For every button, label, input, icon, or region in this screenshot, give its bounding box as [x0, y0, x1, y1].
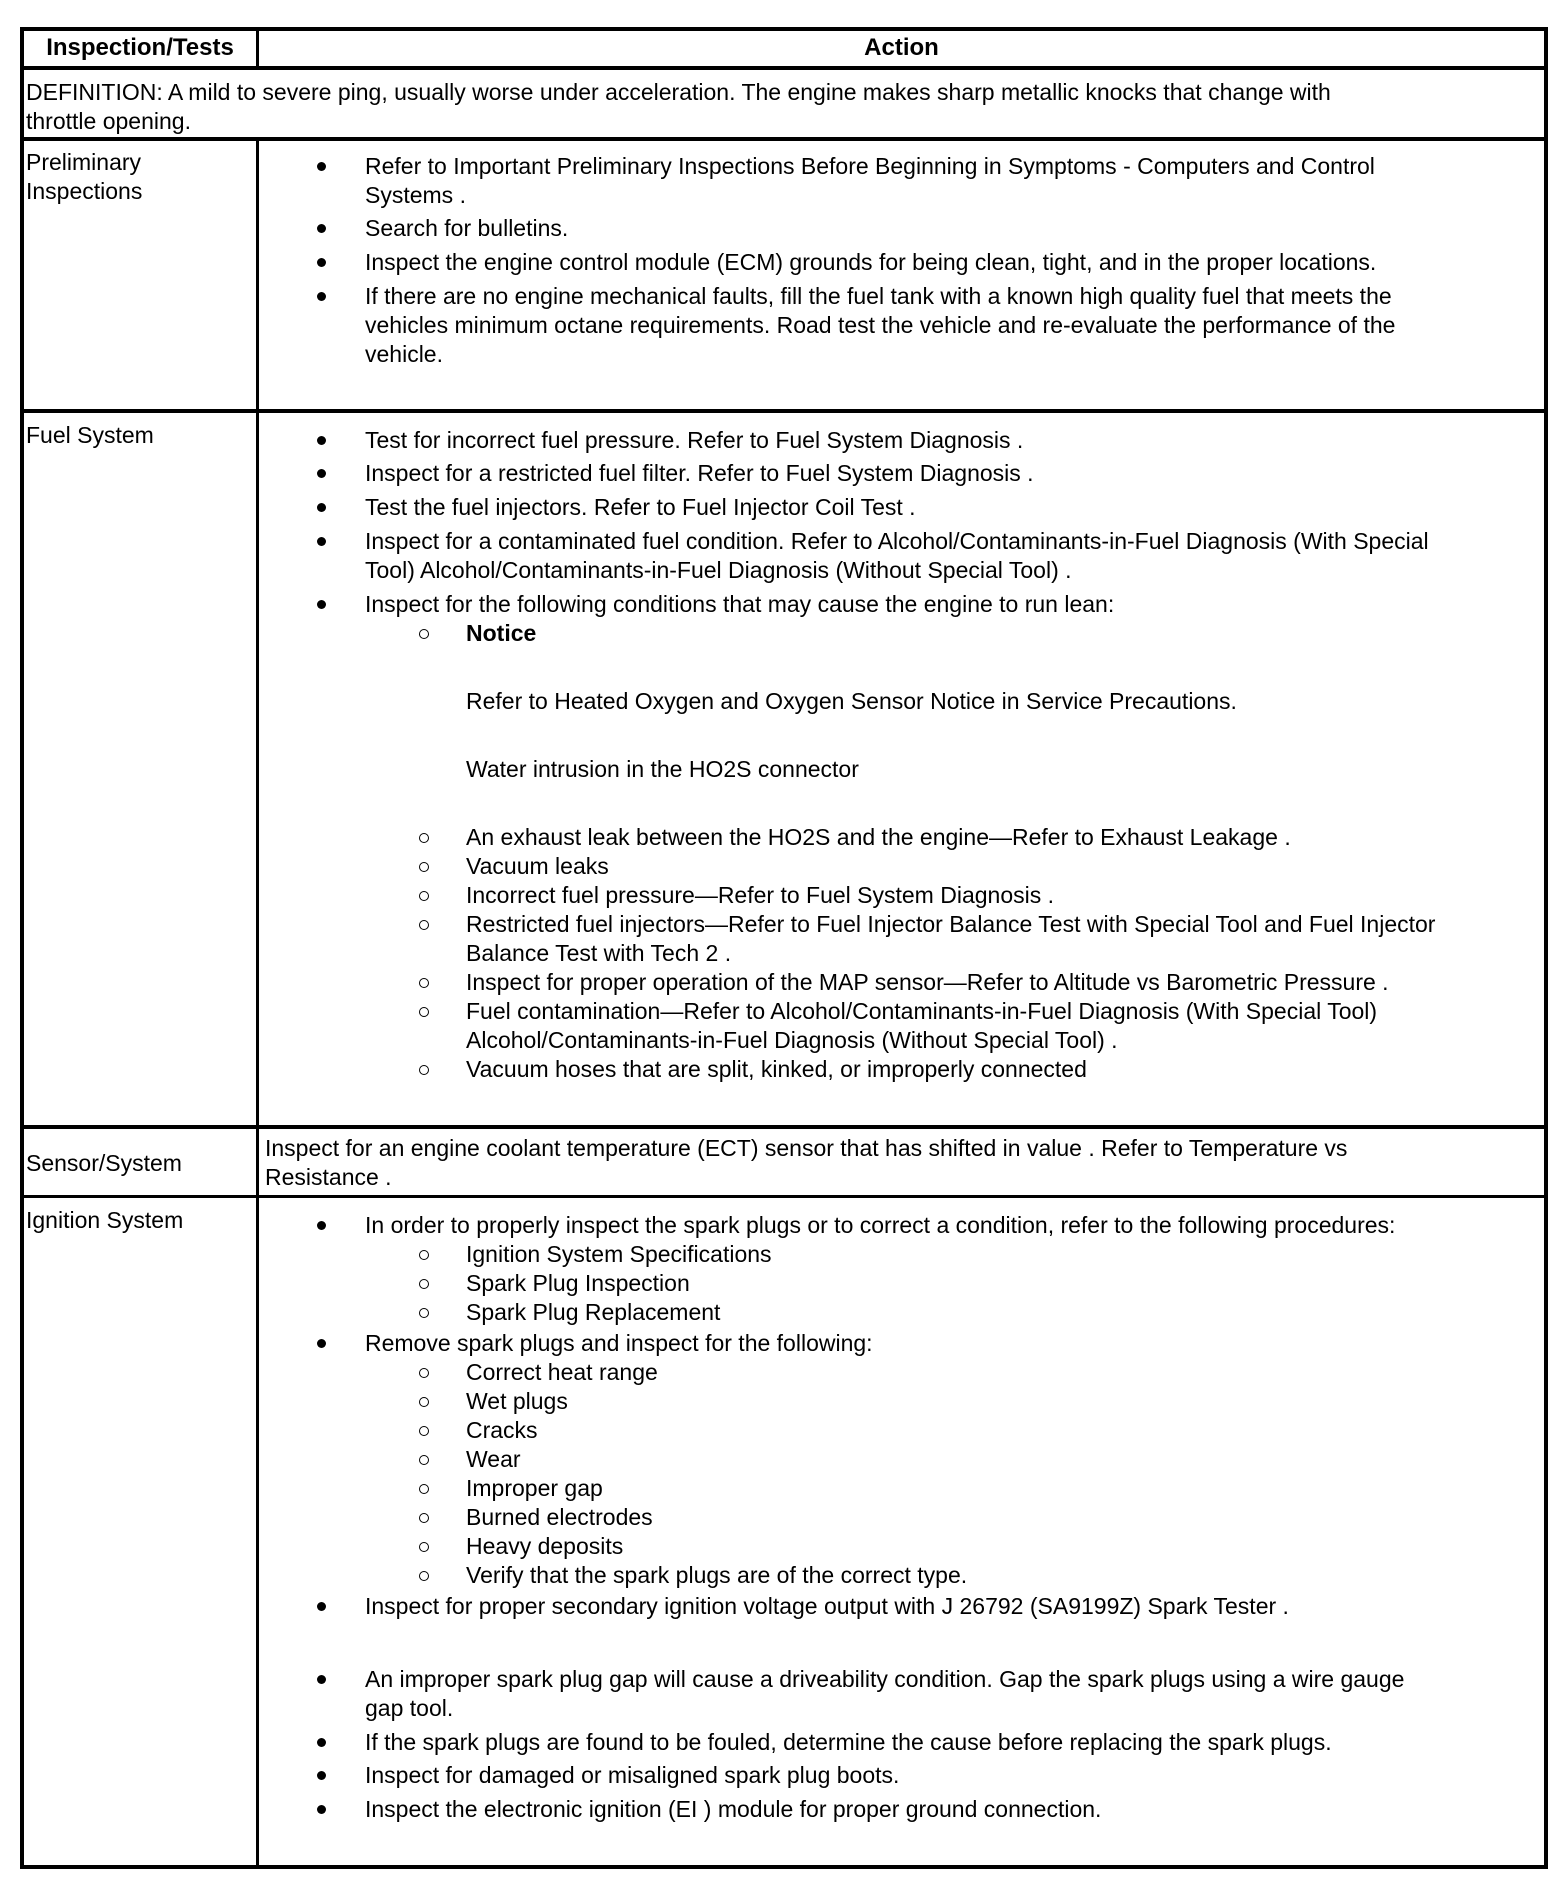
fuel-subitem-1: An exhaust leak between the HO2S and the engine—Refer to Exhaust Leakage . — [466, 824, 1291, 850]
bullet-icon — [317, 436, 326, 445]
sensor-divider — [20, 1195, 1548, 1198]
ignition-item-7: Inspect the electronic ignition (EI ) module for proper ground connection. — [365, 1796, 1102, 1822]
water-intrusion-text: Water intrusion in the HO2S connector — [466, 756, 859, 782]
bullet-icon — [317, 1675, 326, 1684]
fuel-subitem-7: Vacuum hoses that are split, kinked, or improperly connected — [466, 1056, 1087, 1082]
ignition-procedure-3: Spark Plug Replacement — [466, 1299, 721, 1325]
preliminary-divider — [20, 409, 1548, 413]
plug-check-7: Heavy deposits — [466, 1533, 624, 1559]
bullet-icon — [317, 1339, 326, 1348]
circle-bullet-icon — [419, 1065, 429, 1075]
notice-text: Refer to Heated Oxygen and Oxygen Sensor Notice in Service Precautions. — [466, 688, 1237, 714]
circle-bullet-icon — [419, 833, 429, 843]
plug-check-3: Cracks — [466, 1417, 538, 1443]
fuel-subitem-3: Incorrect fuel pressure—Refer to Fuel System Diagnosis . — [466, 882, 1055, 908]
header-inspection-tests: Inspection/Tests — [46, 34, 234, 61]
bullet-icon — [317, 469, 326, 478]
bullet-icon — [317, 292, 326, 301]
definition-divider — [20, 137, 1548, 141]
notice-title: Notice — [466, 620, 537, 646]
preliminary-item-2: Search for bulletins. — [365, 215, 569, 241]
definition-text: DEFINITION: A mild to severe ping, usually worse under acceleration. The engine makes sharp metallic knocks that change with throttle opening. — [26, 79, 1331, 134]
column-divider — [256, 137, 259, 1869]
fuel-item-3: Test the fuel injectors. Refer to Fuel Injector Coil Test . — [365, 494, 916, 520]
sensor-text: Inspect for an engine coolant temperature (ECT) sensor that has shifted in value . Refer to Temperature vs Resistance . — [265, 1135, 1348, 1190]
bullet-icon — [317, 1602, 326, 1611]
circle-bullet-icon — [419, 891, 429, 901]
ignition-item-3: Inspect for proper secondary ignition voltage output with J 26792 (SA9199Z) Spark Tester . — [365, 1593, 1289, 1619]
circle-bullet-icon — [419, 862, 429, 872]
fuel-divider — [20, 1125, 1548, 1129]
bullet-icon — [317, 162, 326, 171]
fuel-subitem-5: Inspect for proper operation of the MAP sensor—Refer to Altitude vs Barometric Pressure . — [466, 969, 1389, 995]
circle-bullet-icon — [419, 1368, 429, 1378]
ignition-item-4: An improper spark plug gap will cause a driveability condition. Gap the spark plugs using a wire gauge gap tool. — [365, 1666, 1405, 1721]
ignition-procedure-1: Ignition System Specifications — [466, 1241, 772, 1267]
circle-bullet-icon — [419, 1513, 429, 1523]
circle-bullet-icon — [419, 920, 429, 930]
ignition-item-2: Remove spark plugs and inspect for the following: — [365, 1330, 873, 1356]
plug-check-2: Wet plugs — [466, 1388, 568, 1414]
circle-bullet-icon — [419, 1308, 429, 1318]
plug-check-5: Improper gap — [466, 1475, 603, 1501]
bullet-icon — [317, 258, 326, 267]
circle-bullet-icon — [419, 629, 429, 639]
plug-check-4: Wear — [466, 1446, 521, 1472]
circle-bullet-icon — [419, 1250, 429, 1260]
circle-bullet-icon — [419, 1542, 429, 1552]
plug-check-6: Burned electrodes — [466, 1504, 653, 1530]
ignition-procedure-2: Spark Plug Inspection — [466, 1270, 690, 1296]
fuel-subitem-2: Vacuum leaks — [466, 853, 609, 879]
bullet-icon — [317, 1221, 326, 1230]
plug-check-1: Correct heat range — [466, 1359, 658, 1385]
fuel-label: Fuel System — [26, 422, 154, 448]
sensor-label: Sensor/System — [26, 1150, 182, 1176]
fuel-subitem-6: Fuel contamination—Refer to Alcohol/Contaminants-in-Fuel Diagnosis (With Special Tool) Alcohol/Contaminants-in-Fuel Diagnosis (Without Special Tool) . — [466, 998, 1378, 1053]
fuel-item-4: Inspect for a contaminated fuel condition. Refer to Alcohol/Contaminants-in-Fuel Diagnosis (With Special Tool) Alcohol/Contaminants-in-Fuel Diagnosis (Without Special Tool) . — [365, 528, 1429, 583]
preliminary-item-3: Inspect the engine control module (ECM) grounds for being clean, tight, and in the proper locations. — [365, 249, 1377, 275]
circle-bullet-icon — [419, 1007, 429, 1017]
circle-bullet-icon — [419, 1455, 429, 1465]
circle-bullet-icon — [419, 1571, 429, 1581]
bullet-icon — [317, 1771, 326, 1780]
bullet-icon — [317, 1805, 326, 1814]
fuel-subitem-4: Restricted fuel injectors—Refer to Fuel Injector Balance Test with Special Tool and Fuel Injector Balance Test with Tech 2 . — [466, 911, 1436, 966]
ignition-item-6: Inspect for damaged or misaligned spark plug boots. — [365, 1762, 900, 1788]
ignition-item-5: If the spark plugs are found to be fouled, determine the cause before replacing the spark plugs. — [365, 1729, 1332, 1755]
circle-bullet-icon — [419, 1484, 429, 1494]
ignition-item-1: In order to properly inspect the spark plugs or to correct a condition, refer to the following procedures: — [365, 1212, 1396, 1238]
circle-bullet-icon — [419, 978, 429, 988]
bullet-icon — [317, 503, 326, 512]
circle-bullet-icon — [419, 1279, 429, 1289]
fuel-item-2: Inspect for a restricted fuel filter. Refer to Fuel System Diagnosis . — [365, 460, 1034, 486]
circle-bullet-icon — [419, 1426, 429, 1436]
header-divider — [20, 66, 1548, 70]
bullet-icon — [317, 1738, 326, 1747]
bullet-icon — [317, 537, 326, 546]
preliminary-item-4: If there are no engine mechanical faults, fill the fuel tank with a known high quality fuel that meets the vehicles minimum octane requirements. Road test the vehicle and re-evaluate the performance of the vehicle. — [365, 283, 1396, 367]
circle-bullet-icon — [419, 1397, 429, 1407]
ignition-label: Ignition System — [26, 1207, 184, 1233]
plug-check-8: Verify that the spark plugs are of the correct type. — [466, 1562, 968, 1588]
preliminary-item-1: Refer to Important Preliminary Inspections Before Beginning in Symptoms - Computers and Control Systems . — [365, 153, 1375, 208]
header-action: Action — [864, 34, 939, 61]
fuel-item-5: Inspect for the following conditions that may cause the engine to run lean: — [365, 591, 1115, 617]
fuel-item-1: Test for incorrect fuel pressure. Refer to Fuel System Diagnosis . — [365, 427, 1024, 453]
preliminary-label: Preliminary Inspections — [26, 149, 143, 204]
bullet-icon — [317, 224, 326, 233]
bullet-icon — [317, 600, 326, 609]
